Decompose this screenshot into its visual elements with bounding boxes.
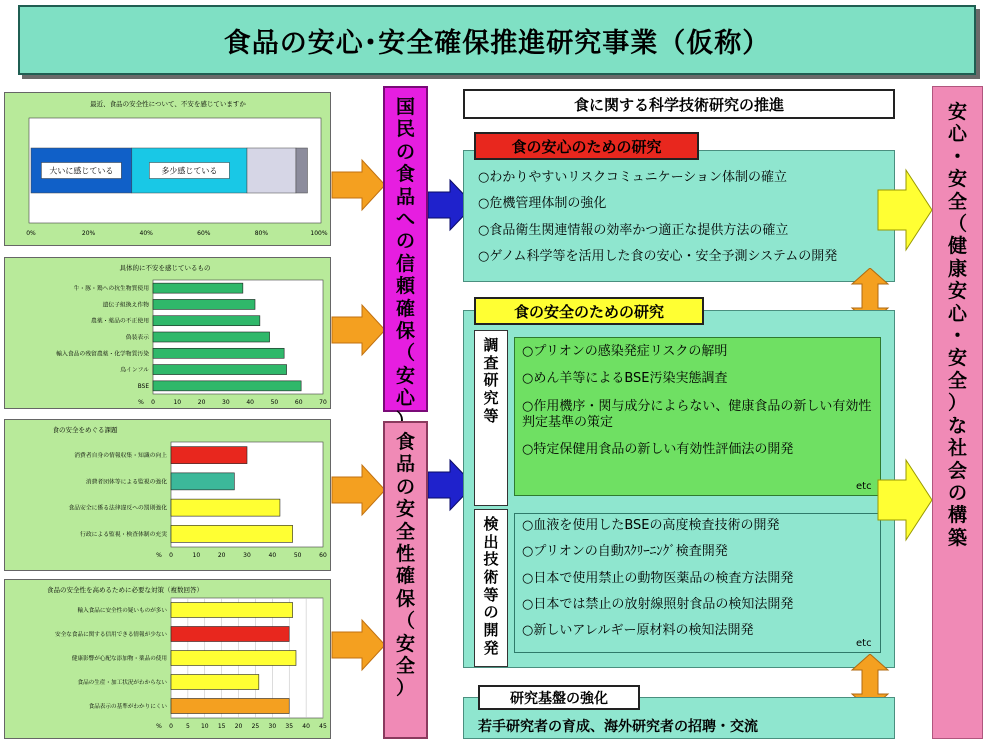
x-tick-label: 20 [234, 723, 243, 730]
trust-column-char: へ [395, 208, 415, 231]
detection-side-char: 術 [483, 568, 499, 587]
arrow-chart2-icon [332, 305, 385, 355]
arrow-right-top-icon [878, 170, 932, 250]
category-label: BSE [137, 383, 149, 390]
trust-column-char: 民 [395, 118, 415, 141]
segment-label: 大いに感じている [49, 166, 114, 176]
chart-panel-2 [4, 257, 331, 409]
society-column-char: ・ [947, 325, 967, 348]
trust-column-char: 食 [395, 163, 415, 186]
x-tick-label: 60 [319, 552, 327, 559]
safety-column-char: 品 [395, 453, 415, 476]
detection-side-char: 技 [483, 550, 499, 569]
bar [171, 499, 280, 516]
safety-column-char: 性 [395, 543, 415, 566]
society-column-char: ・ [947, 145, 967, 168]
list-item: ○食品衛生関連情報の効率かつ適正な提供方法の確立 [478, 222, 789, 238]
arrow-chart1-icon [332, 160, 385, 210]
list-item: ○わかりやすいリスクコミュニケーション体制の確立 [478, 170, 788, 185]
list-item: ○危機管理体制の強化 [478, 196, 607, 212]
chart-measures [5, 580, 332, 740]
x-tick-label: 20 [217, 552, 226, 559]
society-column-char: 健 [947, 235, 967, 258]
safety-column-char: 安 [395, 632, 415, 655]
society-column-char: 安 [947, 168, 967, 191]
safety-column-char: 保 [395, 587, 415, 610]
x-tick-label: 15 [217, 723, 226, 730]
research-side-label [474, 330, 508, 506]
chart-issues [5, 420, 332, 572]
bar [153, 316, 260, 326]
bar [171, 699, 289, 714]
x-tick-label: 20 [197, 399, 206, 406]
x-tick-label: 40% [139, 230, 153, 237]
trust-column-char: の [395, 230, 415, 253]
detection-side-label [474, 509, 508, 667]
category-label: 消費者自身の情報収集・知識の向上 [74, 453, 167, 460]
anshin-label: 食の安心のための研究 [474, 132, 699, 160]
trust-column-char: の [395, 140, 415, 163]
detection-items [522, 518, 877, 649]
arrow-right-bottom-icon [878, 460, 932, 540]
category-label: 食品安全に係る法律違反への罰則強化 [68, 505, 167, 512]
list-item: ○日本で使用禁止の動物医薬品の検査方法開発 [522, 570, 794, 586]
list-item: ○プリオンの感染発症リスクの解明 [522, 344, 728, 359]
list-item: ○ゲノム科学等を活用した食の安心・安全予測システムの開発 [478, 248, 838, 264]
bar [171, 525, 293, 542]
yellow-arrows [876, 160, 936, 560]
category-label: 鳥インフル [120, 367, 149, 374]
bar [171, 651, 296, 666]
category-label: 健康影響が心配な添加物・薬品の使用 [71, 656, 167, 662]
safety-column-char: 食 [395, 431, 415, 453]
bar [171, 473, 234, 490]
x-tick-label: 40 [268, 552, 277, 559]
bar [153, 283, 243, 293]
society-column-char: 全 [947, 190, 967, 213]
chart-arrows [330, 150, 390, 710]
society-column-char: 築 [947, 526, 967, 549]
detection-etc: etc [856, 638, 872, 649]
x-tick-label: 0 [169, 723, 173, 730]
safety-column-char: （ [395, 610, 415, 633]
trust-column [383, 86, 428, 412]
category-label: 食品表示の基準がわかりにくい [88, 704, 167, 710]
list-item: ○日本では禁止の放射線照射食品の検知法開発 [522, 596, 794, 612]
chart-panel-3 [4, 419, 331, 571]
society-column-char: な [947, 414, 967, 437]
list-item: ○特定保健用食品の新しい有効性評価法の開発 [522, 442, 794, 457]
detection-side-char: 発 [483, 638, 499, 657]
society-column-char: 会 [947, 459, 967, 482]
x-tick-label: 80% [254, 230, 269, 237]
list-item: ○新しいアレルギー原材料の検知法開発 [522, 623, 754, 638]
chart-anxiety [5, 93, 332, 247]
safety-column-char: 全 [395, 520, 415, 543]
bar [153, 365, 287, 375]
x-tick-label: 45 [319, 723, 327, 730]
safety-column-char: ） [395, 677, 415, 700]
society-column-char: 心 [947, 123, 967, 146]
x-tick-label: 70 [319, 399, 327, 406]
detection-side-char: 開 [483, 621, 499, 640]
stacked-segment [247, 148, 296, 193]
x-tick-label: 60% [197, 230, 211, 237]
trust-column-char: 信 [395, 252, 415, 275]
x-tick-label: 25 [251, 723, 260, 730]
x-tick-label: 10 [192, 552, 201, 559]
x-tick-label: 20% [81, 230, 96, 237]
x-tick-label: 0% [26, 230, 36, 237]
category-label: 偽装表示 [125, 335, 149, 341]
segment-label: 多少感じている [161, 166, 218, 176]
x-tick-label: 30 [268, 723, 277, 730]
chart-panel-1 [4, 92, 331, 246]
safety-column-char: 全 [395, 655, 415, 678]
society-column-char: （ [947, 213, 967, 236]
anzen-label: 食の安全のための研究 [474, 297, 704, 325]
safety-column-char: の [395, 475, 415, 498]
list-item: ○血液を使用したBSEの高度検査技術の開発 [522, 518, 780, 533]
research-items [522, 344, 874, 469]
society-column [932, 86, 983, 739]
x-tick-label: 40 [302, 723, 310, 730]
safety-column-char: 安 [395, 498, 415, 521]
x-tick-label: 50 [270, 399, 279, 406]
x-tick-label: 0 [151, 399, 155, 406]
detection-side-char: の [483, 603, 499, 622]
x-tick-label: 40 [246, 399, 254, 406]
page-title: 食品の安心･安全確保推進研究事業（仮称） [18, 5, 976, 75]
x-tick-label: 35 [285, 723, 294, 730]
bar [171, 603, 293, 618]
bar [171, 447, 247, 464]
category-label: 行政による監視・検査体制の充実 [80, 531, 167, 538]
safety-column [383, 421, 428, 739]
bar [153, 299, 255, 309]
x-tick-label: 10 [173, 399, 182, 406]
research-side-char: 査 [483, 353, 499, 372]
kiban-label: 研究基盤の強化 [478, 685, 640, 710]
trust-column-char: 保 [395, 320, 415, 343]
category-label: 輸入食品の残留農薬・化学物質汚染 [56, 351, 149, 358]
bar [153, 381, 301, 391]
x-tick-label: 50 [293, 552, 302, 559]
x-tick-label: 30 [222, 399, 230, 406]
trust-column-char: 安 [395, 364, 415, 387]
x-tick-label: 60 [294, 399, 303, 406]
arrow-chart4-icon [332, 620, 385, 670]
trust-column-char: 確 [395, 297, 415, 320]
chart-concerns [5, 258, 332, 410]
society-column-char: ） [947, 392, 967, 415]
chart-panel-4 [4, 579, 331, 739]
science-banner: 食に関する科学技術研究の推進 [463, 89, 895, 119]
x-unit-label: % [156, 723, 162, 730]
society-column-char: 康 [947, 257, 967, 280]
detection-side-char: 検 [483, 515, 499, 533]
trust-column-char: 心 [395, 387, 415, 410]
society-column-char: の [947, 481, 967, 504]
society-column-char: 安 [947, 280, 967, 303]
society-column-char: 安 [947, 101, 967, 123]
research-etc: etc [856, 481, 872, 492]
bar [171, 675, 259, 690]
stacked-segment [296, 148, 308, 193]
category-label: 農薬・薬品の不正使用 [91, 318, 149, 325]
category-label: 牛・豚・鶏への抗生物質使用 [73, 286, 149, 293]
society-column-char: 社 [947, 437, 967, 460]
category-label: 食品の生産・加工状況がわからない [77, 680, 167, 686]
chart-title: 食の安全をめぐる課題 [52, 426, 118, 434]
x-tick-label: 5 [185, 723, 190, 730]
x-unit-label: % [138, 399, 144, 406]
kiban-text: 若手研究者の育成、海外研究者の招聘・交流 [478, 719, 758, 735]
trust-column-char: 品 [395, 185, 415, 208]
chart-title: 最近、食品の安全性について、不安を感じていますか [90, 100, 246, 108]
list-item: ○作用機序・関与成分によらない、健康食品の新しい有効性判定基準の策定 [522, 398, 872, 430]
chart-title: 具体的に不安を感じているもの [119, 264, 211, 272]
category-label: 遺伝子組換え作物 [102, 302, 149, 309]
trust-column-char: （ [395, 342, 415, 365]
x-tick-label: 100% [310, 230, 328, 237]
category-label: 消費者団体等による監視の強化 [85, 479, 167, 486]
category-label: 安全な食品に関する信用できる情報が少ない [55, 632, 167, 638]
research-side-char: 調 [483, 336, 499, 354]
detection-side-char: 出 [483, 532, 499, 551]
bar [153, 332, 270, 342]
bar [153, 348, 284, 358]
society-column-char: 構 [947, 504, 967, 527]
arrow-chart3-icon [332, 465, 385, 515]
society-column-char: 全 [947, 369, 967, 392]
trust-column-char: 頼 [395, 275, 415, 298]
chart-title: 食品の安全性を高めるために必要な対策（複数回答） [47, 586, 203, 594]
anshin-items [478, 170, 890, 275]
trust-column-char: 国 [395, 96, 415, 118]
list-item: ○めん羊等によるBSE汚染実態調査 [522, 371, 728, 387]
x-tick-label: 0 [169, 552, 173, 559]
x-tick-label: 10 [200, 723, 209, 730]
detection-side-char: 等 [483, 585, 499, 604]
research-side-char: 研 [483, 371, 499, 390]
x-unit-label: % [156, 552, 162, 559]
safety-column-char: 確 [395, 565, 415, 588]
bar [171, 627, 289, 642]
research-side-char: 等 [483, 406, 499, 425]
list-item: ○プリオンの自動ｽｸﾘｰﾆﾝｸﾞ検査開発 [522, 544, 728, 560]
x-tick-label: 30 [243, 552, 251, 559]
category-label: 輸入食品に安全性の疑いものが多い [77, 608, 167, 614]
society-column-char: 安 [947, 347, 967, 370]
research-side-char: 究 [483, 389, 499, 408]
society-column-char: 心 [947, 302, 967, 325]
